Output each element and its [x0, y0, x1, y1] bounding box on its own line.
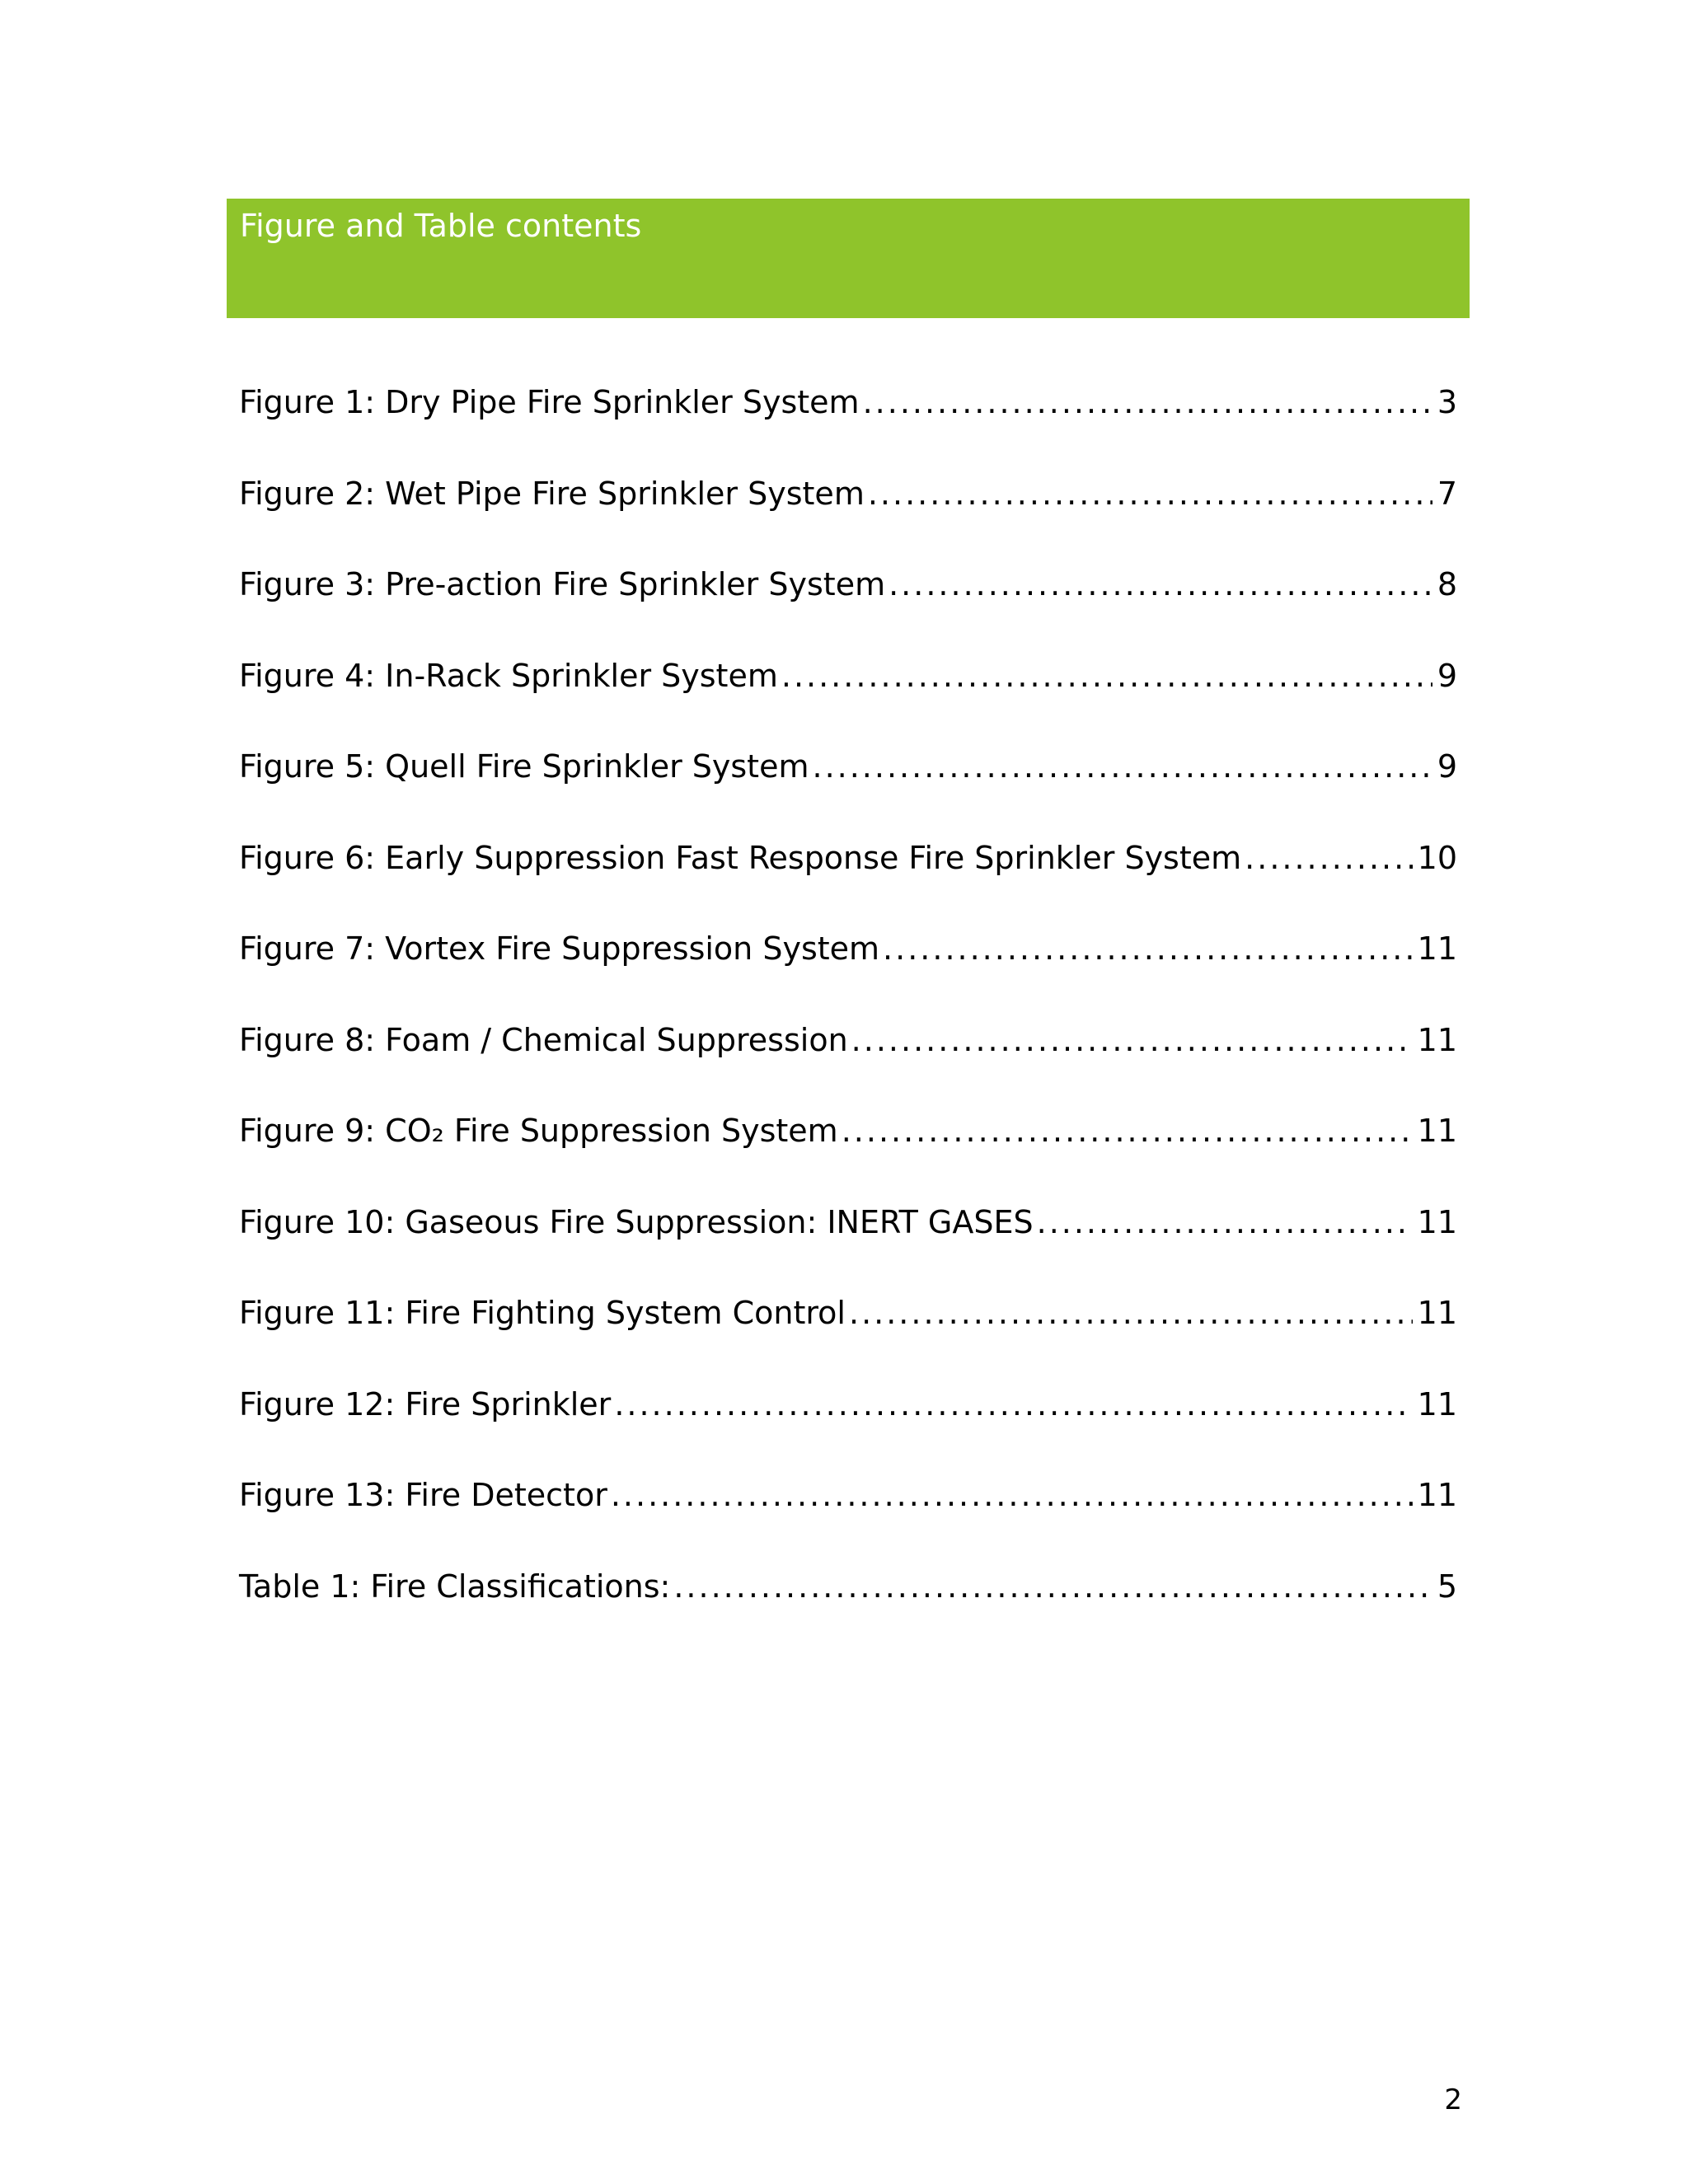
toc-entry-figure-9[interactable] [239, 1106, 1457, 1197]
toc-entry-label: Figure 11: Fire Fighting System Control [239, 1295, 846, 1331]
toc-entry-figure-13[interactable] [239, 1470, 1457, 1562]
toc-entry-figure-6[interactable] [239, 833, 1457, 925]
toc-entry-page: 11 [1417, 930, 1457, 967]
toc-entry-page: 11 [1417, 1295, 1457, 1331]
toc-entry-figure-2[interactable] [239, 469, 1457, 560]
toc-entry-page: 7 [1437, 475, 1457, 512]
toc-entry-page: 9 [1437, 748, 1457, 785]
toc-entry-figure-11[interactable] [239, 1288, 1457, 1380]
toc-dot-leader [883, 924, 1413, 973]
toc-dot-leader [863, 377, 1432, 427]
toc-entry-page: 5 [1437, 1568, 1457, 1605]
toc-entry-figure-4[interactable] [239, 651, 1457, 743]
toc-entry-label: Figure 8: Foam / Chemical Suppression [239, 1021, 848, 1058]
toc-entry-label: Figure 7: Vortex Fire Suppression System [239, 930, 880, 967]
toc-entry-figure-7[interactable] [239, 924, 1457, 1015]
toc-dot-leader [1245, 833, 1412, 883]
toc-entry-label: Figure 6: Early Suppression Fast Response Fire Sprinkler System [239, 839, 1242, 876]
section-header-band [227, 199, 1470, 318]
toc-entry-figure-8[interactable] [239, 1015, 1457, 1107]
toc-dot-leader [842, 1106, 1413, 1155]
toc-entry-label: Figure 1: Dry Pipe Fire Sprinkler System [239, 384, 860, 420]
toc-entry-page: 3 [1437, 384, 1457, 420]
section-title: Figure and Table contents [240, 208, 642, 244]
toc-dot-leader [611, 1470, 1413, 1520]
toc-entry-label: Table 1: Fire Classifications: [239, 1568, 671, 1605]
toc-entry-label: Figure 9: CO₂ Fire Suppression System [239, 1113, 838, 1149]
toc-entry-label: Figure 10: Gaseous Fire Suppression: INERT GASES [239, 1203, 1034, 1240]
toc-entry-page: 10 [1417, 839, 1457, 876]
toc-entry-label: Figure 3: Pre-action Fire Sprinkler System [239, 566, 886, 602]
toc-entry-page: 9 [1437, 657, 1457, 694]
toc-entry-figure-10[interactable] [239, 1197, 1457, 1289]
toc-entry-page: 11 [1417, 1113, 1457, 1149]
toc-dot-leader [812, 742, 1432, 791]
toc-entry-table-1[interactable] [239, 1562, 1457, 1653]
toc-entry-page: 11 [1417, 1021, 1457, 1058]
toc-entry-label: Figure 13: Fire Detector [239, 1477, 607, 1513]
toc-dot-leader [889, 560, 1432, 609]
toc-dot-leader [781, 651, 1432, 701]
toc-entry-figure-1[interactable] [239, 377, 1457, 469]
toc-entry-label: Figure 4: In-Rack Sprinkler System [239, 657, 778, 694]
toc-dot-leader [868, 469, 1432, 518]
toc-dot-leader [1037, 1197, 1413, 1247]
toc-entry-figure-12[interactable] [239, 1380, 1457, 1471]
toc-dot-leader [673, 1562, 1432, 1611]
toc-dot-leader [851, 1015, 1413, 1065]
toc-entry-page: 11 [1417, 1203, 1457, 1240]
toc-entry-page: 11 [1417, 1477, 1457, 1513]
toc-dot-leader [849, 1288, 1413, 1338]
toc-entry-page: 11 [1417, 1385, 1457, 1422]
table-of-contents [239, 377, 1457, 1652]
toc-entry-label: Figure 2: Wet Pipe Fire Sprinkler System [239, 475, 865, 512]
toc-entry-label: Figure 5: Quell Fire Sprinkler System [239, 748, 809, 785]
toc-entry-page: 8 [1437, 566, 1457, 602]
page-number: 2 [1444, 2083, 1462, 2116]
toc-dot-leader [614, 1380, 1412, 1429]
toc-entry-label: Figure 12: Fire Sprinkler [239, 1385, 612, 1422]
toc-entry-figure-3[interactable] [239, 560, 1457, 651]
toc-entry-figure-5[interactable] [239, 742, 1457, 833]
